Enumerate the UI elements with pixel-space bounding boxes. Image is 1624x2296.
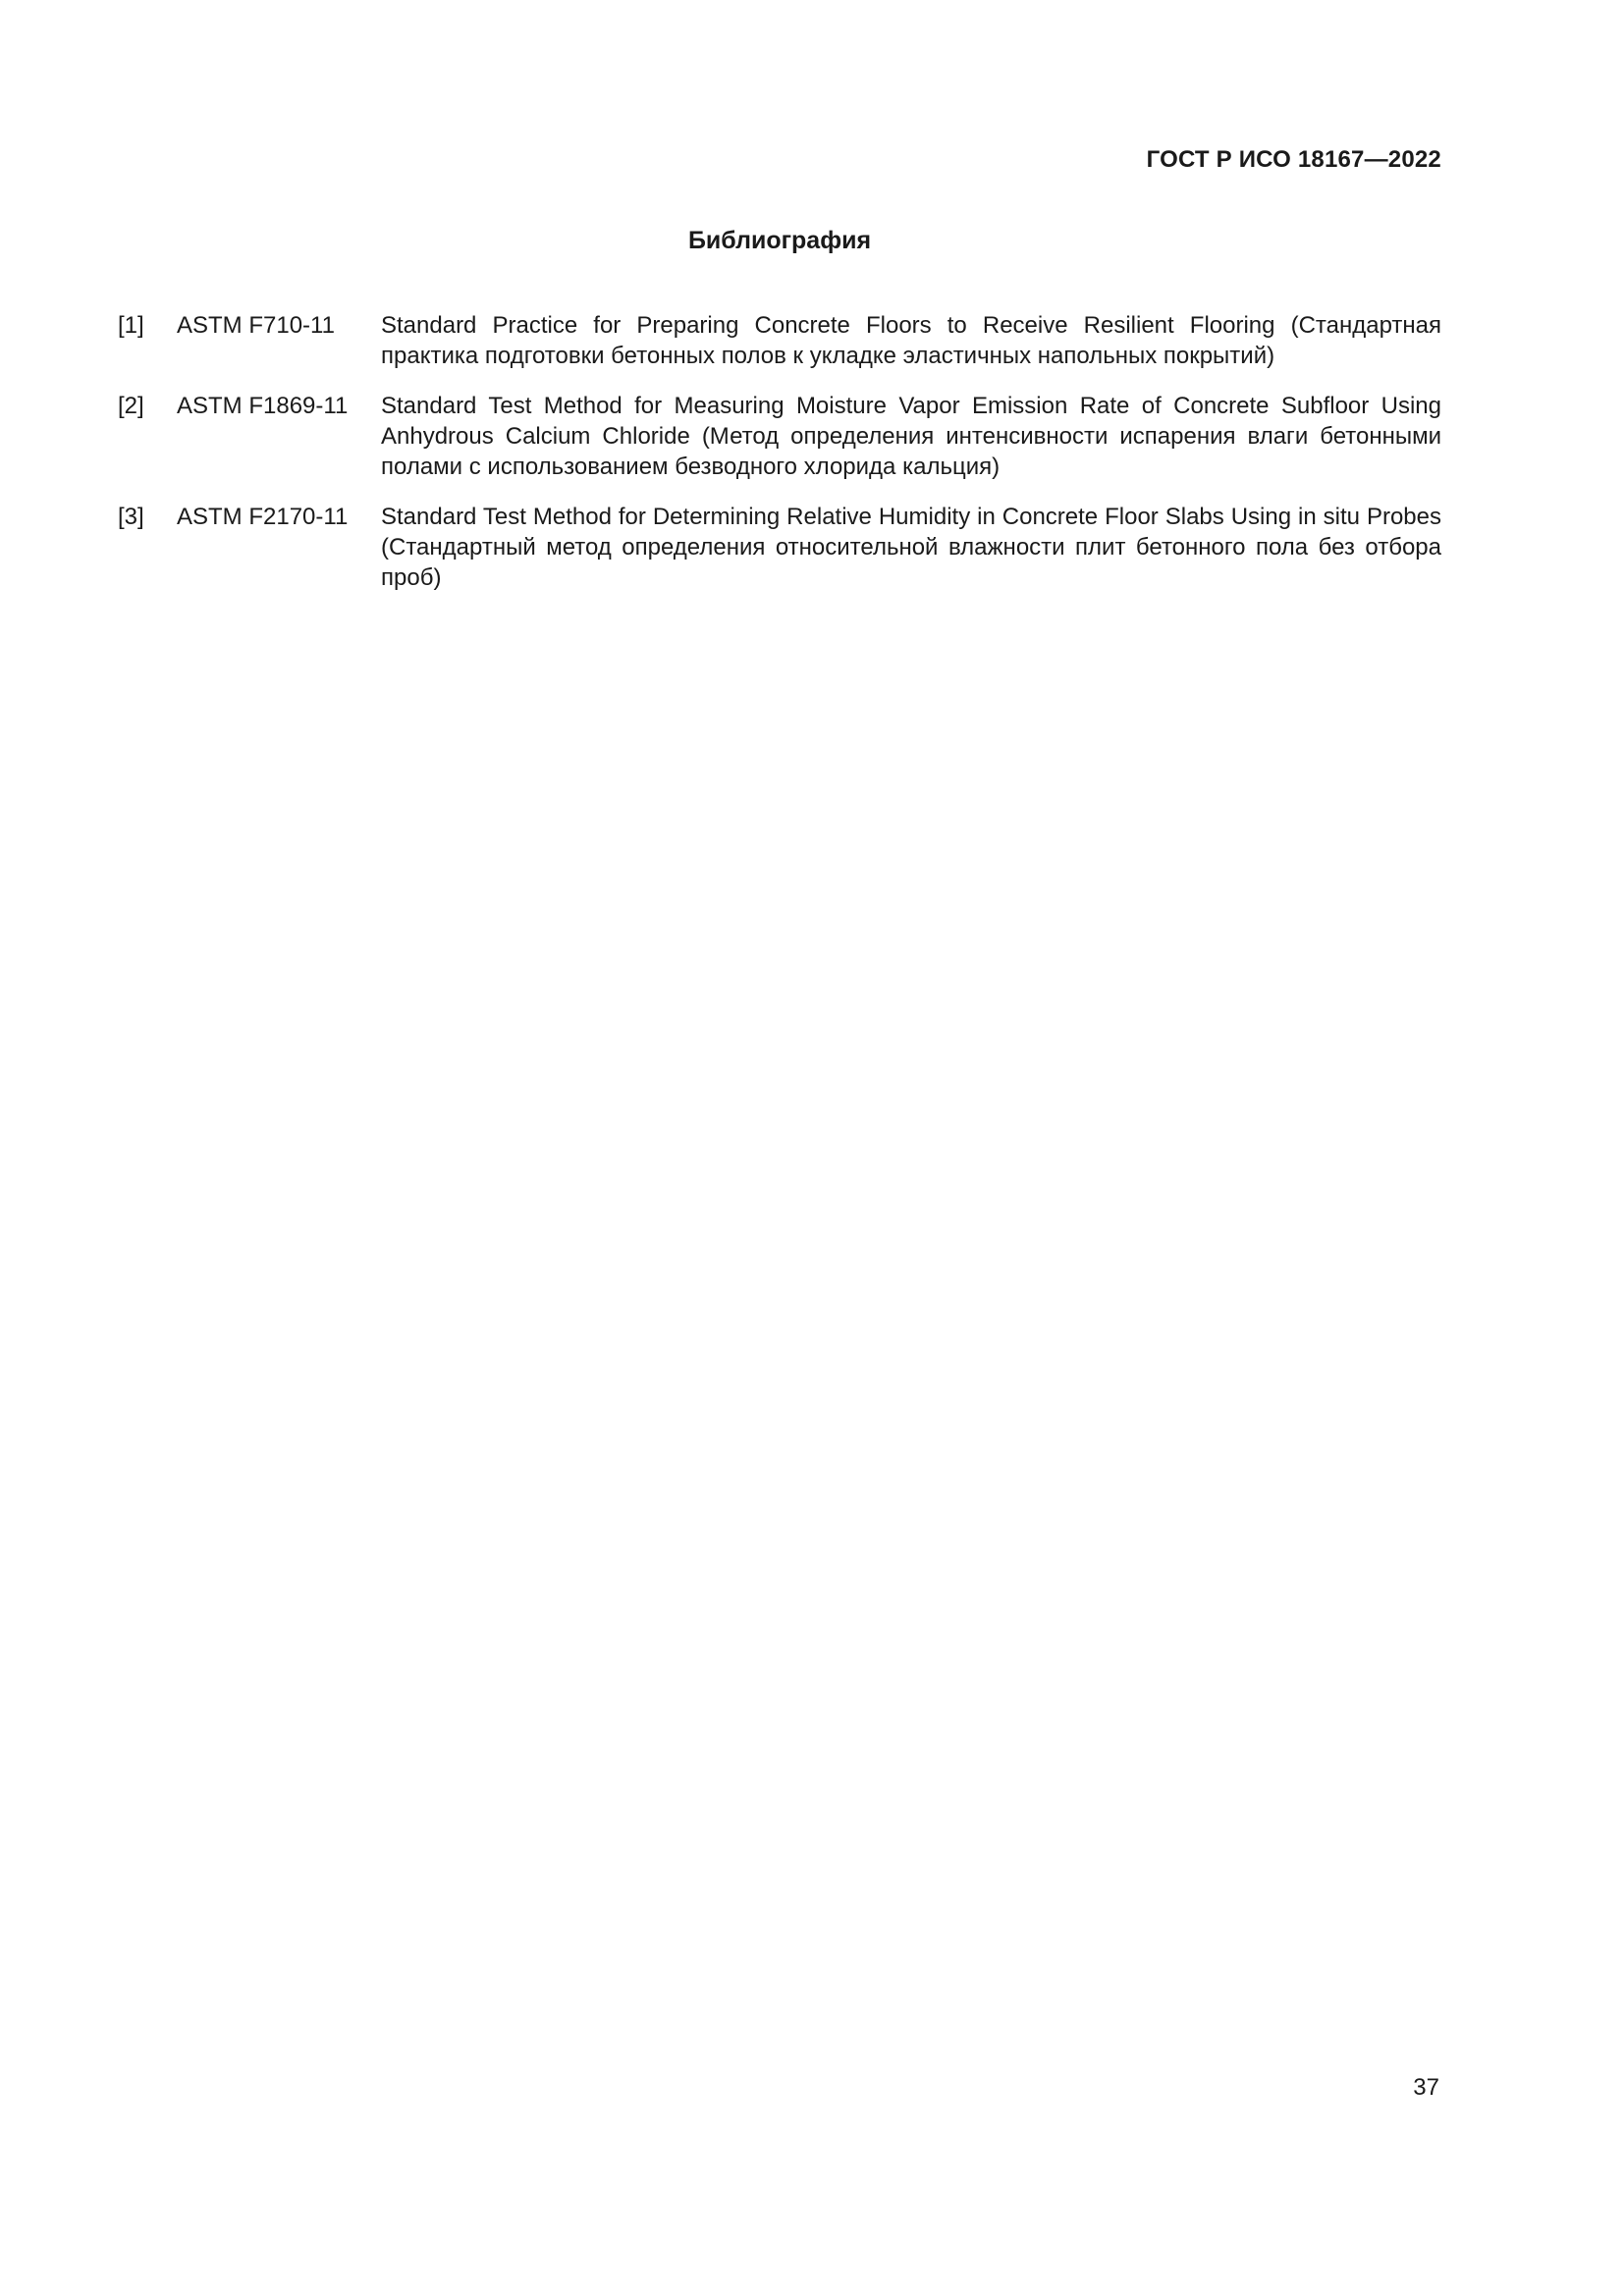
entry-description: Standard Test Method for Determining Relative Humidity in Concrete Floor Slabs Using in situ Probes (Стандартный метод определения относительной влажности плит бетонного пола без отбора проб) bbox=[381, 504, 1441, 591]
bibliography-title: Библиография bbox=[687, 227, 872, 254]
bibliography-entry bbox=[118, 502, 1441, 593]
entry-standard-code: ASTM F1869-11 bbox=[177, 393, 349, 419]
bibliography-entry bbox=[118, 391, 1441, 482]
bibliography-entry bbox=[118, 310, 1441, 371]
standard-number-header: ГОСТ Р ИСО 18167—2022 bbox=[1146, 146, 1441, 173]
page-number: 37 bbox=[1413, 2074, 1439, 2101]
entry-standard-code: ASTM F710-11 bbox=[177, 312, 335, 339]
entry-standard-code: ASTM F2170-11 bbox=[177, 504, 349, 530]
entry-description: Standard Practice for Preparing Concrete Floors to Receive Resilient Flooring (Стандартная практика подготовки бетонных полов к укладке эластичных напольных покрытий) bbox=[381, 312, 1441, 369]
entry-number: [3] bbox=[118, 504, 144, 530]
entry-number: [2] bbox=[118, 393, 144, 419]
entry-number: [1] bbox=[118, 312, 144, 339]
entry-description: Standard Test Method for Measuring Moisture Vapor Emission Rate of Concrete Subfloor Using Anhydrous Calcium Chloride (Метод определения интенсивности испарения влаги бетонными полами с использованием безводного хлорида кальция) bbox=[381, 393, 1441, 480]
bibliography-list bbox=[118, 310, 1441, 593]
